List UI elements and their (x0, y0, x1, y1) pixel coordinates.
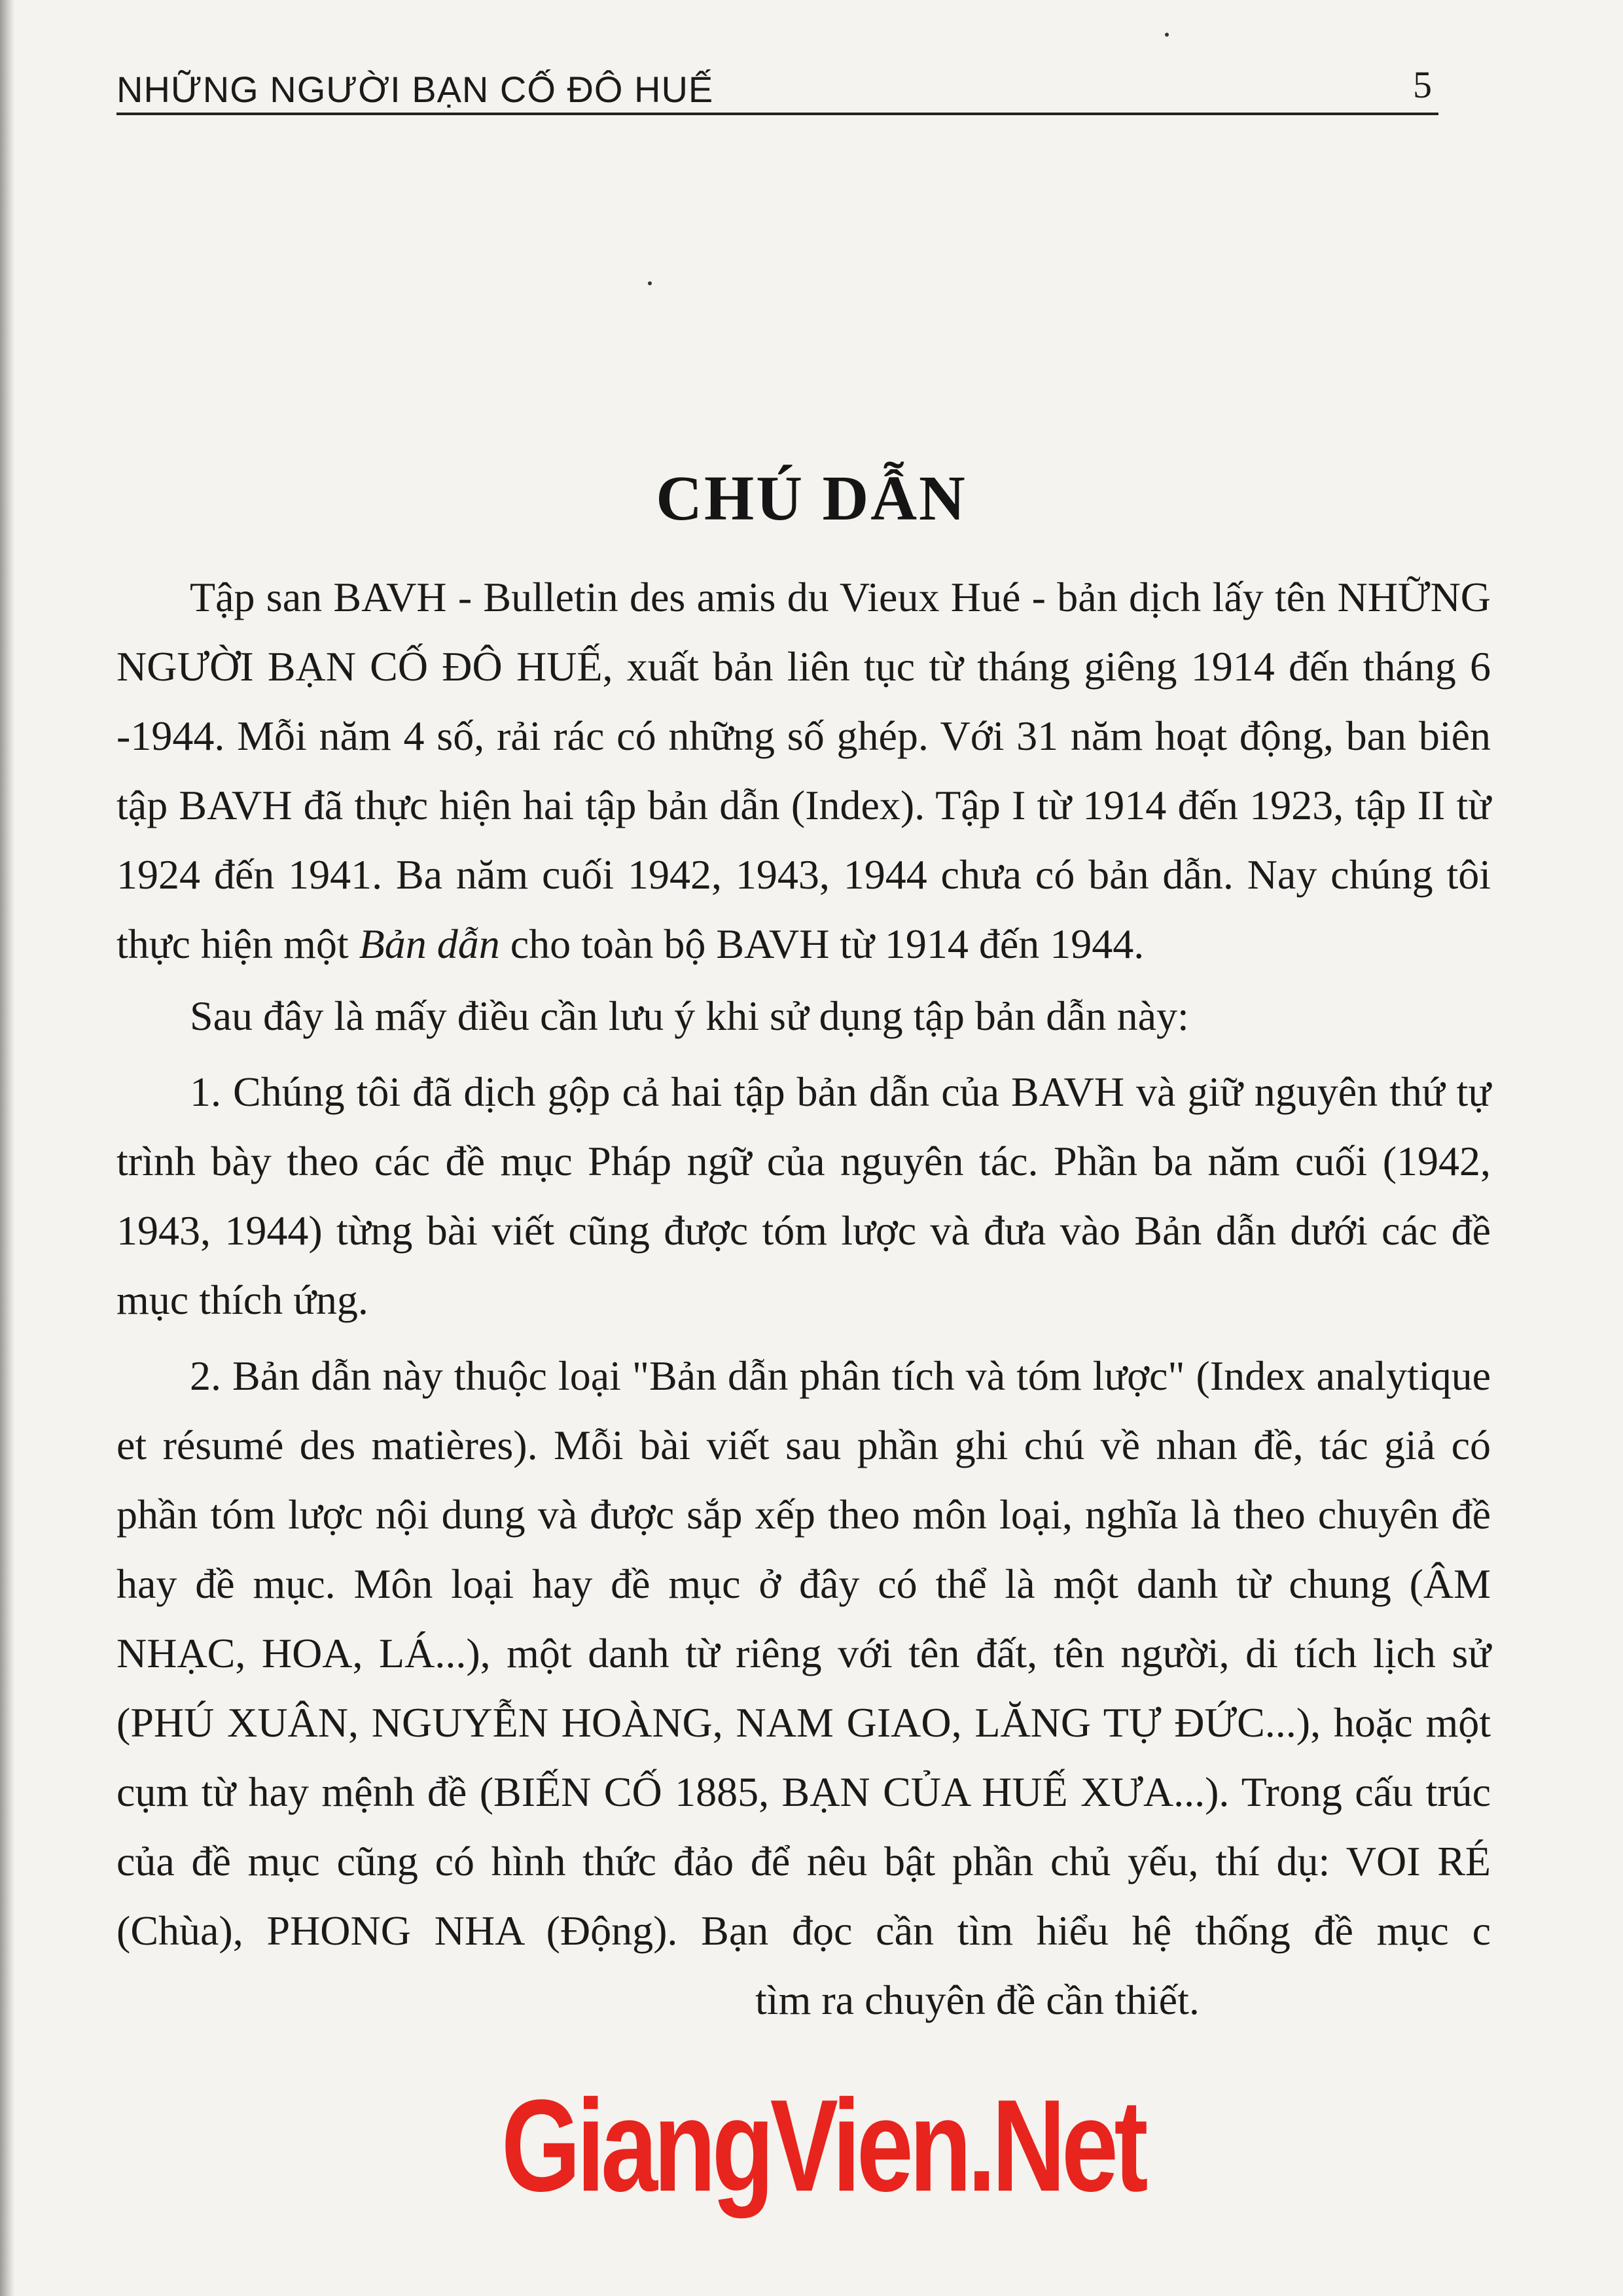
note-2-text-end: tìm ra chuyên đề cần thiết. (745, 1977, 1200, 2023)
page-header (116, 63, 1432, 115)
intro-text: Tập san BAVH - Bulletin des amis du Vieux Hué - bản dịch lấy tên NHỮNG NGƯỜI BẠN CỐ ĐÔ HUẾ, xuất bản liên tục từ tháng giêng 1914 đến tháng 6 -1944. Mỗi năm 4 số, rải rác có những số ghép. Với 31 năm hoạt động, ban biên tập BAVH đã thực hiện hai tập bản dẫn (Index). Tập I từ 1914 đến 1923, tập II từ 1924 đến 1941. Ba năm cuối 1942, 1943, 1944 chưa có bản dẫn. Nay chúng tôi thực hiện một (116, 574, 1491, 967)
paragraph-notes-lead: Sau đây là mấy điều cần lưu ý khi sử dụng tập bản dẫn này: (190, 993, 1189, 1039)
speck (1165, 33, 1169, 37)
paragraph-note-2 (116, 1341, 1491, 2035)
page-number: 5 (1413, 63, 1432, 106)
running-title: NHỮNG NGƯỜI BẠN CỐ ĐÔ HUẾ (116, 69, 714, 110)
intro-text-end: cho toàn bộ BAVH từ 1914 đến 1944. (499, 921, 1145, 967)
body-text (116, 563, 1491, 2041)
intro-italic-term: Bản dẫn (359, 921, 500, 967)
paragraph-intro (116, 563, 1491, 979)
speck (648, 281, 652, 285)
paragraph-note-1: 1. Chúng tôi đã dịch gộp cả hai tập bản dẫn của BAVH và giữ nguyên thứ tự trình bày theo các đề mục Pháp ngữ của nguyên tác. Phần ba năm cuối (1942, 1943, 1944) từng bài viết cũng được tóm lược và đưa vào Bản dẫn dưới các đề mục thích ứng. (116, 1069, 1491, 1323)
note-2-text: 2. Bản dẫn này thuộc loại "Bản dẫn phân tích và tóm lược" (Index analytique et résumé des matières). Mỗi bài viết sau phần ghi chú về nhan đề, tác giả có phần tóm lược nội dung và được sắp xếp theo môn loại, nghĩa là theo chuyên đề hay đề mục. Môn loại hay đề mục ở đây có thể là một danh từ chung (ÂM NHẠC, HOA, LÁ...), một danh từ riêng với tên đất, tên người, di tích lịch sử (PHÚ XUÂN, NGUYỄN HOÀNG, NAM GIAO, LĂNG TỰ ĐỨC...), hoặc một cụm từ hay mệnh đề (BIẾN CỐ 1885, BẠN CỦA HUẾ XƯA...). Trong cấu trúc của đề mục cũng có hình thức đảo để nêu bật phần chủ yếu, thí dụ: VOI RÉ (Chùa), PHONG NHA (Động). Bạn đọc cần tìm hiểu hệ thống đề mục c (116, 1352, 1491, 1954)
page-title: CHÚ DẪN (656, 463, 967, 534)
page-binding-shadow (0, 0, 14, 2296)
header-rule (116, 113, 1438, 115)
watermark-logo: GiangVien.Net (501, 2073, 1145, 2219)
